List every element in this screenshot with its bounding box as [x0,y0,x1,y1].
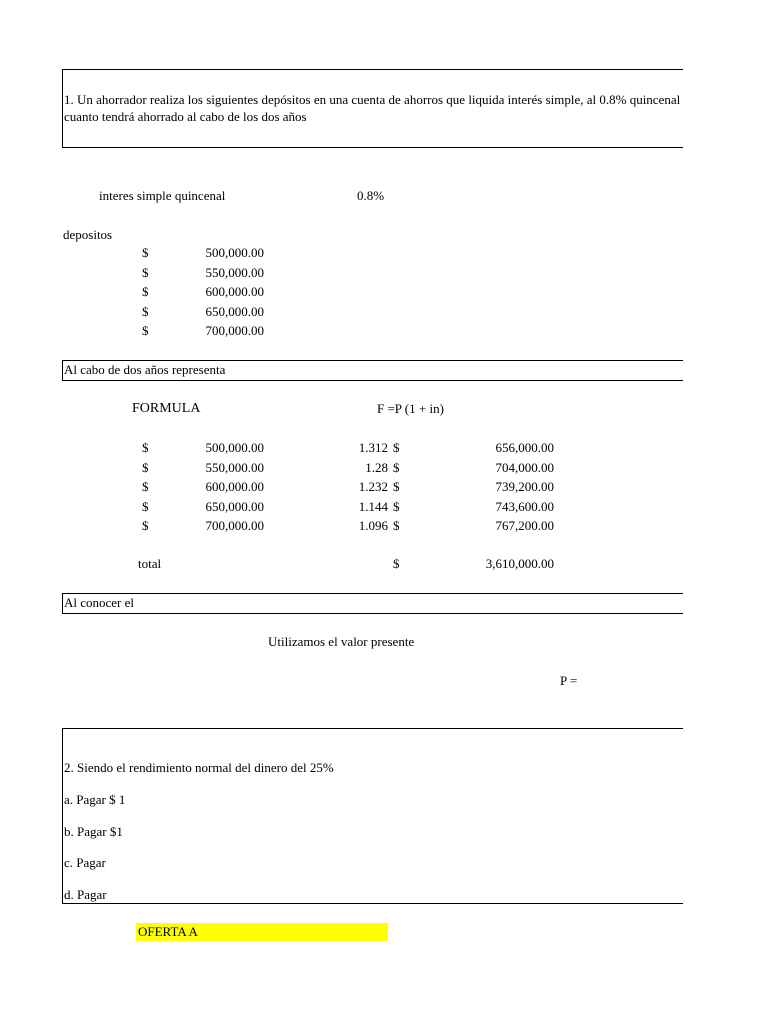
deposit-currency: $ [142,264,149,280]
problem2-box [62,728,683,904]
deposit-currency: $ [142,245,149,260]
deposit-currency: $ [142,323,149,338]
total-value: 3,610,000.00 [485,556,554,571]
deposit-amount: 600,000.00 [205,284,264,299]
calc-row-currency: $ [142,498,149,514]
problem2-intro [64,760,682,776]
problem2-option-text: d. Pagar [64,886,107,902]
deposit-currency: $ [142,303,149,319]
calc-row-principal: 550,000.00 [205,459,264,475]
calc-row-factor: 1.144 [358,498,388,514]
deposit-amount: 550,000.00 [205,264,264,280]
present-value-formula-text: P = [560,673,578,688]
calc-row-future: 767,200.00 [495,518,554,533]
interest-rate: 0.8% [357,188,385,203]
calc-row-future-currency: $ [393,498,400,514]
calc-row-future: 743,600.00 [495,498,554,514]
calc-row-future: 704,000.00 [495,459,554,475]
calc-row-future: 739,200.00 [495,479,554,494]
calc-row-future-currency: $ [393,459,400,475]
problem2-option-text: a. Pagar $ 1 [64,792,126,807]
calc-row-currency: $ [142,518,149,533]
calc-row-currency: $ [142,479,149,494]
calc-row-future-currency: $ [393,440,400,455]
problem2-option-text: b. Pagar $1 [64,823,123,839]
section3-banner [64,595,682,611]
problem1-line1: 1. Un ahorrador realiza los siguientes depósitos en una cuenta de ahorros que liquida interés simple, al 0.8% quincenal [64,92,681,107]
deposits-label: depositos [63,227,113,242]
problem1-line2 [64,109,682,125]
calc-row-factor: 1.096 [358,518,388,533]
interest-label: interes simple quincenal [99,188,226,203]
section3-banner-text: Al conocer el [64,595,135,610]
calc-row-factor: 1.232 [358,479,388,494]
calc-row-future-currency: $ [393,479,400,494]
calc-row-currency: $ [142,459,149,475]
calc-row-future-currency: $ [393,518,400,533]
problem2-option [64,855,682,871]
deposit-amount: 700,000.00 [205,323,264,338]
calc-row-principal: 500,000.00 [205,440,264,455]
calc-row-currency: $ [142,440,149,455]
calc-row-future: 656,000.00 [495,440,554,455]
problem2-option-text: c. Pagar [64,855,106,870]
formula-expression: F =P (1 + in) [377,401,444,416]
problem2-intro-text: 2. Siendo el rendimiento normal del dinero del 25% [64,760,334,775]
offer-a-label: OFERTA A [138,924,198,939]
section2-banner [64,362,682,378]
problem2-option [64,792,682,808]
calc-row-principal: 700,000.00 [205,518,264,533]
calc-row-factor: 1.28 [365,459,388,475]
problem2-option [64,887,682,903]
calc-row-factor: 1.312 [358,440,388,455]
total-label: total [138,556,162,571]
present-value-formula [560,673,682,689]
present-value-note: Utilizamos el valor presente [268,634,415,649]
problem1-line2-text: cuanto tendrá ahorrado al cabo de los dos años [64,109,307,124]
deposit-amount: 500,000.00 [205,245,264,260]
formula-label: FORMULA [132,401,201,416]
section2-banner-text: Al cabo de dos años representa [64,362,226,377]
calc-row-principal: 600,000.00 [205,479,264,494]
calc-row-principal: 650,000.00 [205,498,264,514]
problem2-option [64,824,682,840]
total-currency: $ [393,556,400,571]
deposit-currency: $ [142,284,149,299]
deposit-amount: 650,000.00 [205,303,264,319]
